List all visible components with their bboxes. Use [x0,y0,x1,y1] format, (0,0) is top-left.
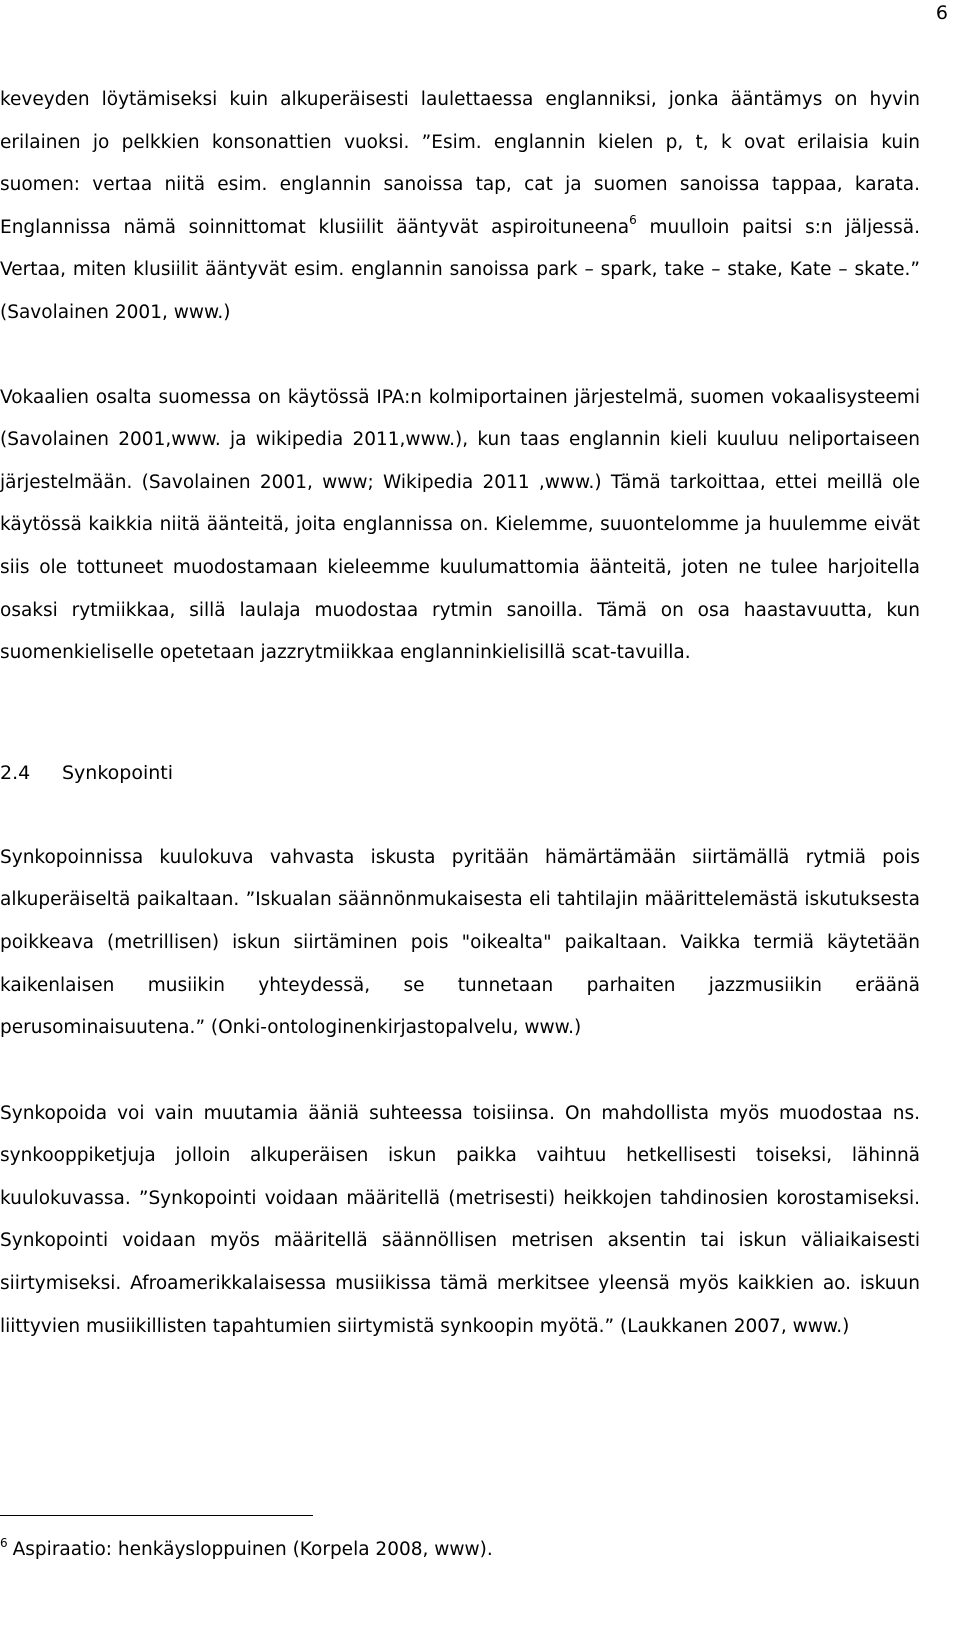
footnote [0,1537,493,1563]
paragraph-aspiration-text-2: muulloin paitsi s:n jäljessä. Vertaa, miten klusiilit ääntyvät esim. englannin sanoissa park – spark, take – stake, Kate – skate.” (Savolainen 2001, www.) [0,216,920,323]
paragraph-syncopation-chains: Synkopoida voi vain muutamia ääniä suhteessa toisiinsa. On mahdollista myös muodostaa ns. synkooppiketjuja jolloin alkuperäisen iskun paikka vaihtuu hetkellisesti toiseksi, lähinnä kuulokuvassa. ”Synkopointi voidaan määritellä (metrisesti) heikkojen tahdinosien korostamiseksi. Synkopointi voidaan myös määritellä säännöllisen metrisen aksentin tai iskun väliaikaisesti siirtymiseksi. Afroamerikkalaisessa musiikissa tämä merkitsee yleensä myös kaikkien ao. iskuun liittyvien musiikillisten tapahtumien siirtymistä synkoopin myötä.” (Laukkanen 2007, www.) [0,1102,920,1337]
section-number: 2.4 [0,761,31,784]
footnote-divider [0,1515,313,1516]
footnote-marker: 6 [0,1536,8,1550]
paragraph-syncopation-definition: Synkopoinnissa kuulokuva vahvasta iskusta pyritään hämärtämään siirtämällä rytmiä pois alkuperäiseltä paikaltaan. ”Iskualan säännönmukaisesta eli tahtilajin määrittelemästä iskutuksesta poikkeava (metrillisen) iskun siirtäminen pois "oikealta" paikaltaan. Vaikka termiä käytetään kaikenlaisen musiikin yhteydessä, se tunnetaan parhaiten jazzmusiikin eräänä perusominaisuutena.” (Onki-ontologinenkirjastopalvelu, www.) [0,846,920,1039]
footnote-reference: 6 [629,212,637,227]
page-body [0,79,920,1348]
section-heading [0,752,920,794]
paragraph-vowels: Vokaalien osalta suomessa on käytössä IPA:n kolmiportainen järjestelmä, suomen vokaalisysteemi (Savolainen 2001,www. ja wikipedia 2011,www.), kun taas englannin kieli kuuluu neliportaiseen järjestelmään. (Savolainen 2001, www; Wikipedia 2011 ,www.) Tämä tarkoittaa, ettei meillä ole käytössä kaikkia niitä äänteitä, joita englannissa on. Kielemme, suuontelomme ja huulemme eivät siis ole tottuneet muodostamaan kieleemme kuulumattomia äänteitä, joten ne tulee harjoitella osaksi rytmiikkaa, sillä laulaja muodostaa rytmin sanoilla. Tämä on osa haastavuutta, kun suomenkieliselle opetetaan jazzrytmiikkaa englanninkielisillä scat-tavuilla. [0,386,920,664]
paragraph-aspiration-text-1: keveyden löytämiseksi kuin alkuperäisesti laulettaessa englanniksi, jonka ääntämys on hyvin erilainen jo pelkkien konsonattien vuoksi. ”Esim. englannin kielen p, t, k ovat erilaisia kuin suomen: vertaa niitä esim. englannin sanoissa tap, cat ja suomen sanoissa tappaa, karata. Englannissa nämä soinnittomat klusiilit ääntyvät aspiroituneena [0,89,920,238]
section-title: Synkopointi [62,761,174,784]
page-number: 6 [935,2,948,24]
footnote-text: Aspiraatio: henkäysloppuinen (Korpela 2008, www). [12,1539,493,1560]
paragraph-aspiration [0,79,920,335]
